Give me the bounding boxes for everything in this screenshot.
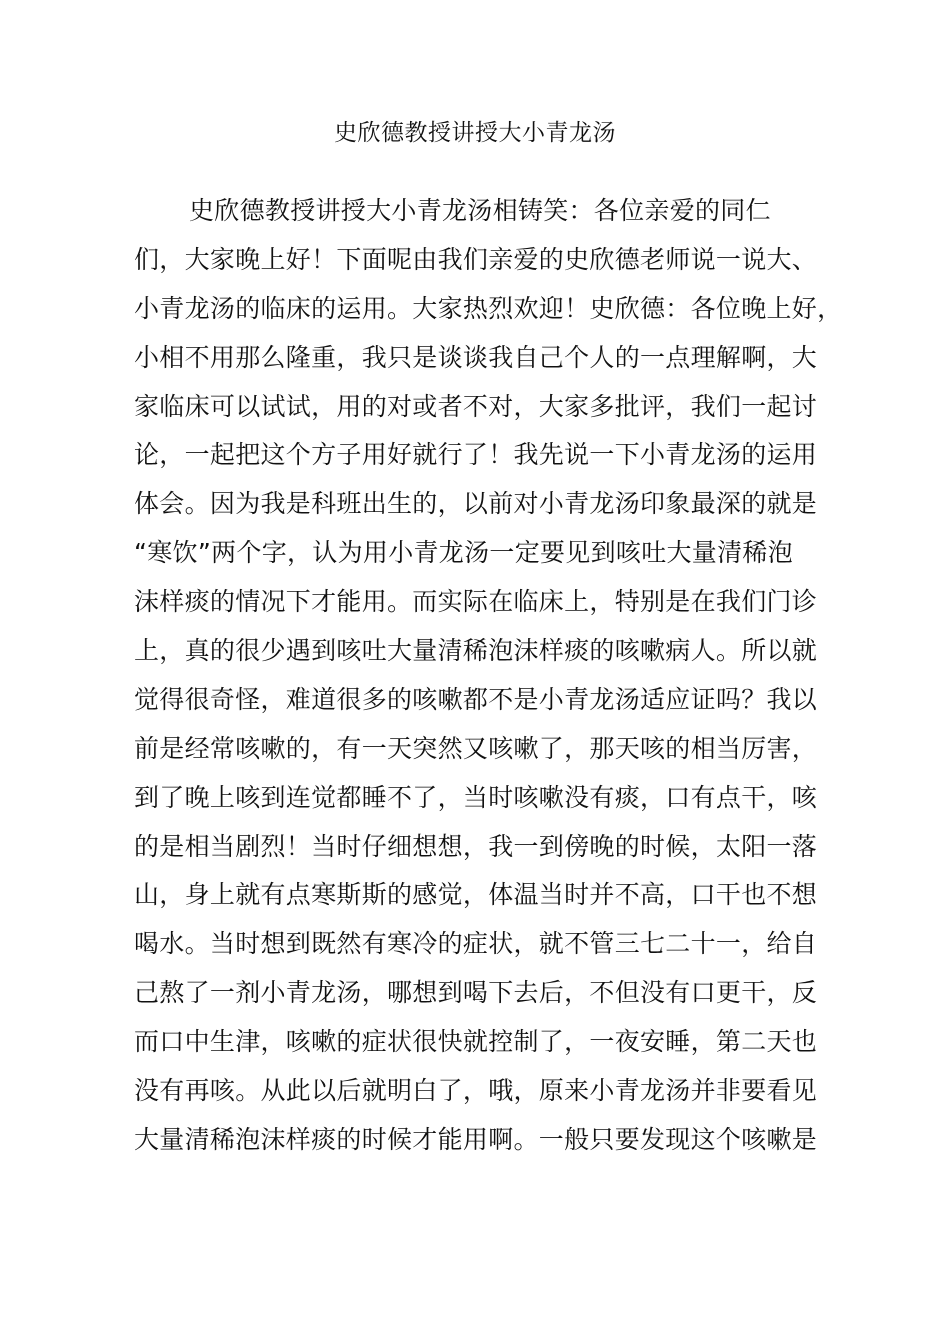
text-line: “寒饮”两个字，认为用小青龙汤一定要见到咳吐大量清稀泡 [134,538,794,568]
text-line: 喝水。当时想到既然有寒冷的症状，就不管三七二十一，给自 [134,929,818,959]
text-line: 山，身上就有点寒斯斯的感觉，体温当时并不高，口干也不想 [134,880,818,910]
text-line: 到了晚上咳到连觉都睡不了，当时咳嗽没有痰，口有点干，咳 [134,782,818,812]
text-line: 小青龙汤的临床的运用。大家热烈欢迎！史欣德：各位晚上好， [134,293,843,323]
text-line: 家临床可以试试，用的对或者不对，大家多批评，我们一起讨 [134,391,818,421]
text-line: 没有再咳。从此以后就明白了，哦，原来小青龙汤并非要看见 [134,1076,818,1106]
text-line: 体会。因为我是科班出生的，以前对小青龙汤印象最深的就是 [134,489,818,519]
text-line: 觉得很奇怪，难道很多的咳嗽都不是小青龙汤适应证吗？我以 [134,684,818,714]
document-title: 史欣德教授讲授大小青龙汤 [334,120,616,146]
text-line: 前是经常咳嗽的，有一天突然又咳嗽了，那天咳的相当厉害， [134,733,818,763]
text-line: 史欣德教授讲授大小青龙汤相铸笑：各位亲爱的同仁 [189,196,771,225]
text-line: 而口中生津，咳嗽的症状很快就控制了，一夜安睡，第二天也 [134,1027,818,1057]
text-line: 己熬了一剂小青龙汤，哪想到喝下去后，不但没有口更干，反 [134,978,818,1008]
text-line: 大量清稀泡沫样痰的时候才能用啊。一般只要发现这个咳嗽是 [134,1124,818,1154]
text-line: 们，大家晚上好！下面呢由我们亲爱的史欣德老师说一说大、 [134,244,818,274]
text-line: 沫样痰的情况下才能用。而实际在临床上，特别是在我们门诊 [134,587,818,617]
text-line: 上，真的很少遇到咳吐大量清稀泡沫样痰的咳嗽病人。所以就 [134,636,818,666]
text-line: 论，一起把这个方子用好就行了！我先说一下小青龙汤的运用 [134,440,818,470]
text-line: 的是相当剧烈！当时仔细想想，我一到傍晚的时候，太阳一落 [134,831,818,861]
body-paragraph [134,187,843,1165]
text-line: 小相不用那么隆重，我只是谈谈我自己个人的一点理解啊，大 [134,342,818,372]
